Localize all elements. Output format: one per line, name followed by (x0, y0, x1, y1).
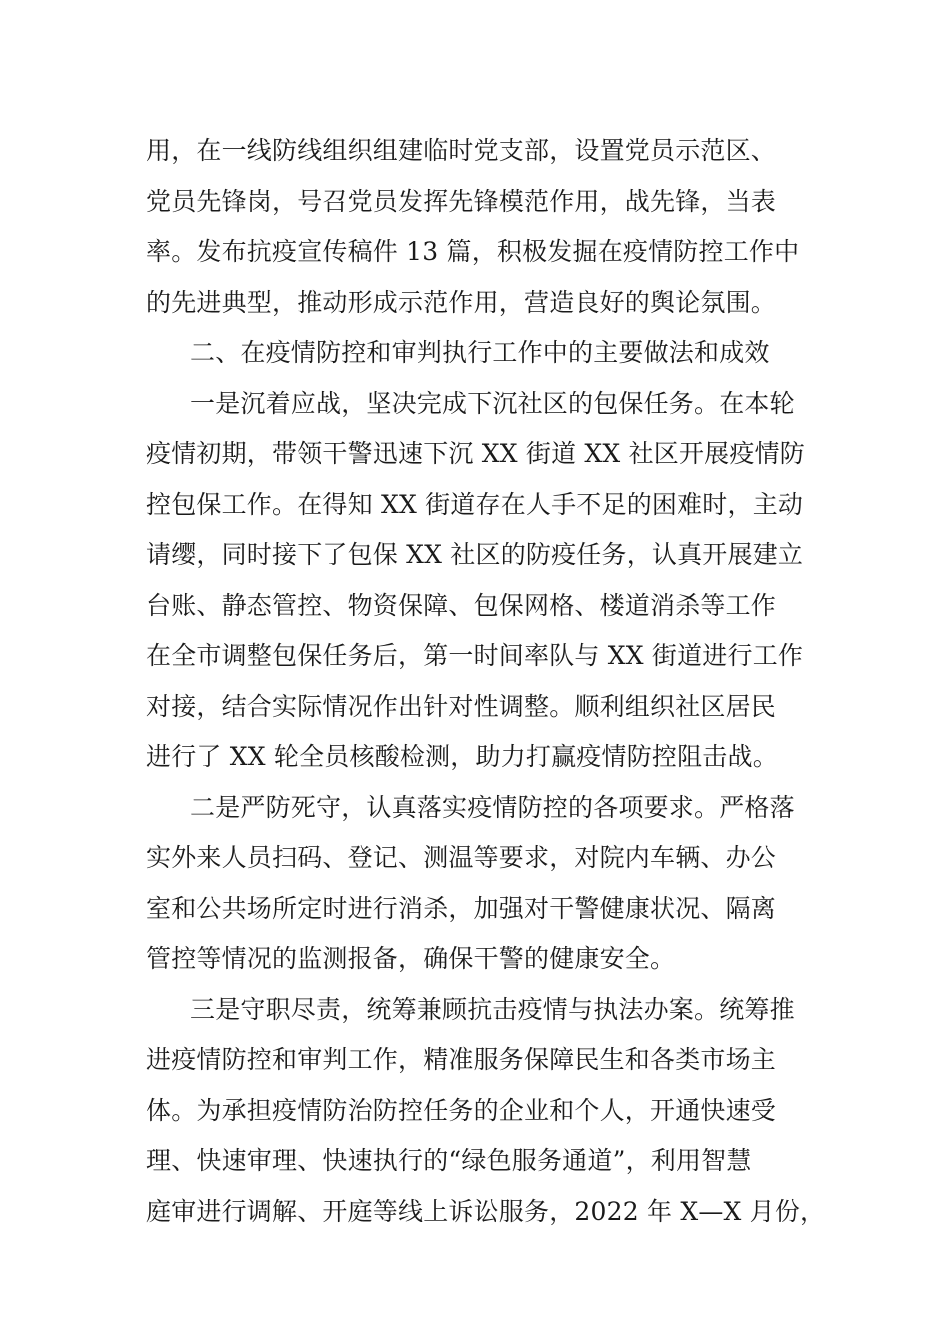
text-line-20: 体。为承担疫情防治防控任务的企业和个人，开通快速受 (146, 1095, 777, 1125)
text-line-11: 在全市调整包保任务后，第一时间率队与 XX 街道进行工作 (146, 641, 804, 670)
text-line-10: 台账、静态管控、物资保障、包保网格、楼道消杀等工作 (146, 590, 777, 620)
document-body (146, 126, 826, 1237)
text-line-19: 进疫情防控和审判工作，精准服务保障民生和各类市场主 (146, 1045, 777, 1074)
text-line-13: 进行了 XX 轮全员核酸检测，助力打赢疫情防控阻击战。 (146, 742, 778, 771)
text-line-3: 率。发布抗疫宣传稿件 13 篇，积极发掘在疫情防控工作中 (146, 237, 800, 266)
text-line-16: 室和公共场所定时进行消杀，加强对干警健康状况、隔离 (146, 893, 777, 923)
text-line-21: 理、快速审理、快速执行的“绿色服务通道”，利用智慧 (146, 1146, 752, 1175)
text-line-17: 管控等情况的监测报备，确保干警的健康安全。 (146, 944, 676, 973)
text-line-6: 一是沉着应战，坚决完成下沉社区的包保任务。在本轮 (190, 388, 795, 418)
text-line-7: 疫情初期，带领干警迅速下沉 XX 街道 XX 社区开展疫情防 (146, 439, 805, 468)
text-line-4: 的先进典型，推动形成示范作用，营造良好的舆论氛围。 (146, 287, 777, 317)
text-line-8: 控包保工作。在得知 XX 街道存在人手不足的困难时，主动 (146, 489, 804, 519)
text-line-12: 对接，结合实际情况作出针对性调整。顺利组织社区居民 (146, 691, 777, 721)
text-line-9: 请缨，同时接下了包保 XX 社区的防疫任务，认真开展建立 (146, 540, 804, 569)
section-heading: 二、在疫情防控和审判执行工作中的主要做法和成效 (190, 338, 770, 367)
text-line-15: 实外来人员扫码、登记、测温等要求，对院内车辆、办公 (146, 843, 777, 872)
text-line-2: 党员先锋岗，号召党员发挥先锋模范作用，战先锋，当表 (146, 186, 777, 216)
text-line-18: 三是守职尽责，统筹兼顾抗击疫情与执法办案。统筹推 (190, 994, 795, 1024)
text-line-14: 二是严防死守，认真落实疫情防控的各项要求。严格落 (190, 792, 795, 822)
text-line-1: 用，在一线防线组织组建临时党支部，设置党员示范区、 (146, 136, 777, 165)
text-line-22: 庭审进行调解、开庭等线上诉讼服务，2022 年 X—X 月份， (146, 1196, 826, 1226)
